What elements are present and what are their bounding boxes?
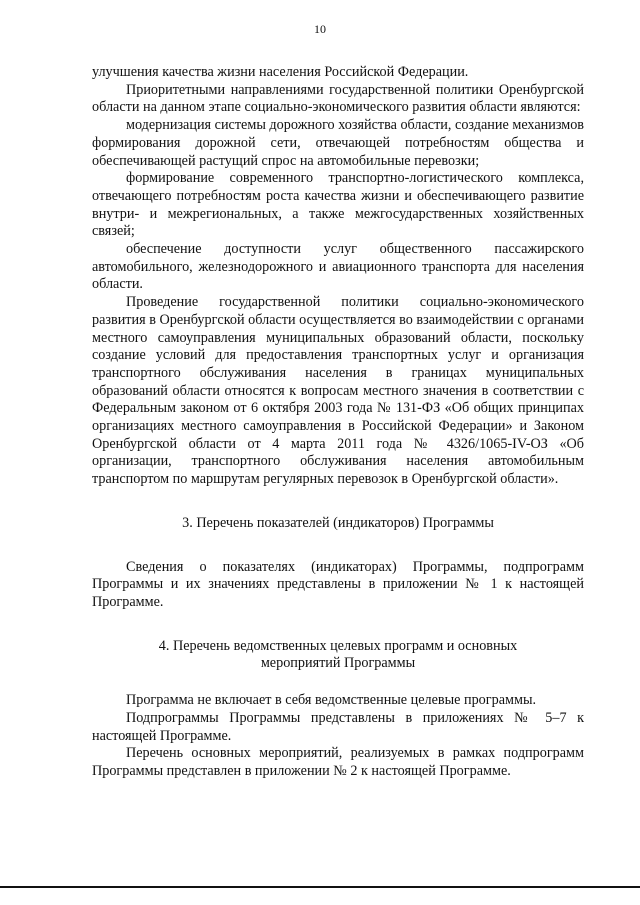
paragraph: Сведения о показателях (индикаторах) Программы, подпрограмм Программы и их значениях представлены в приложении № 1 к настоящей Программе. <box>92 558 584 610</box>
paragraph: Подпрограммы Программы представлены в приложениях № 5–7 к настоящей Программе. <box>92 709 584 744</box>
paragraph: Программа не включает в себя ведомственные целевые программы. <box>126 692 537 709</box>
spacer <box>92 673 584 692</box>
section-4-heading-line-2: мероприятий Программы <box>260 655 416 672</box>
paragraph: улучшения качества жизни населения Российской Федерации. <box>92 64 469 80</box>
paragraph: Перечень основных мероприятий, реализуемых в рамках подпрограмм Программы представлен в приложении № 2 к настоящей Программе. <box>92 745 584 779</box>
document-body <box>92 64 584 781</box>
spacer <box>92 489 584 515</box>
spacer <box>92 612 584 638</box>
list-paragraph: формирование современного транспортно-логистического комплекса, отвечающего потребностям роста качества жизни и обеспечивающего развитие внутри- и межрегиональных, а также межгосударственных хозяйственных связей; <box>92 170 584 240</box>
section-3-heading: 3. Перечень показателей (индикаторов) Программы <box>182 514 494 531</box>
paragraph: Приоритетными направлениями государственной политики Оренбургской области на данном этапе социально-экономического развития области являются: <box>92 81 584 116</box>
list-paragraph: обеспечение доступности услуг общественного пассажирского автомобильного, железнодорожного и авиационного транспорта для населения области. <box>92 241 584 293</box>
section-4-heading-line-1: 4. Перечень ведомственных целевых программ и основных <box>158 637 518 654</box>
page-number: 10 <box>314 22 326 36</box>
spacer <box>92 533 584 559</box>
footer-divider <box>0 886 640 888</box>
paragraph: Проведение государственной политики социально-экономического развития в Оренбургской области осуществляется во взаимодействии с органами местного самоуправления муниципальных образований области, поскольку создание условий для предоставления транспортных услуг и организация транспортного обслуживания населения в границах муниципальных образований области относятся к вопросам местного значения в соответствии с Федеральным законом от 6 октября 2003 года № 131-ФЗ «Об общих принципах организациях местного самоуправления в Российской Федерации» и Законом Оренбургской области от 4 марта 2011 года № 4326/1065-IV-ОЗ «Об организации, транспортного обслуживания населения автомобильным транспортом по маршрутам регулярных перевозок в Оренбургской области». <box>92 294 584 488</box>
list-paragraph: модернизация системы дорожного хозяйства области, создание механизмов формирования дорожной сети, отвечающей потребностям общества и обеспечивающей растущий спрос на автомобильные перевозки; <box>92 117 584 169</box>
